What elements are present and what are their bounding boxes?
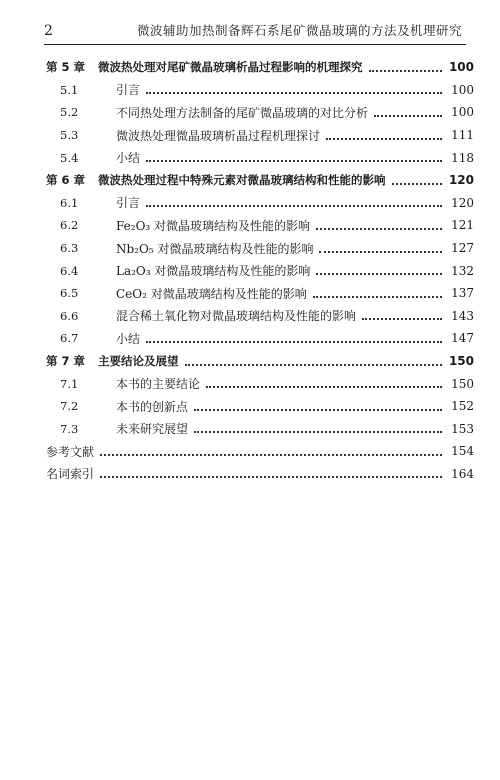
toc-entry-title: 微波热处理对尾矿微晶玻璃析晶过程影响的机理探究 [98, 60, 363, 75]
dot-leader [146, 159, 442, 162]
toc-entry-page: 127 [451, 241, 474, 256]
toc-entry-section[interactable] [44, 305, 474, 328]
toc-entry-number: 6.6 [60, 308, 79, 323]
toc-entry-page: 100 [451, 82, 474, 97]
toc-entry-title: Nb₂O₅ 对微晶玻璃结构及性能的影响 [116, 241, 314, 256]
toc-entry-number: 5.3 [60, 128, 79, 143]
toc-entry-title: 不同热处理方法制备的尾矿微晶玻璃的对比分析 [116, 105, 369, 120]
dot-leader [316, 227, 442, 230]
toc-entry-chapter[interactable] [44, 169, 474, 192]
toc-entry-page: 164 [451, 466, 474, 481]
toc-entry-page: 118 [451, 150, 474, 165]
toc-entry-title: 未来研究展望 [116, 422, 189, 437]
toc-entry-section[interactable] [44, 237, 474, 260]
running-header [44, 22, 466, 45]
running-title: 微波辅助加热制备辉石系尾矿微晶玻璃的方法及机理研究 [136, 23, 462, 38]
toc-entry-title: CeO₂ 对微晶玻璃结构及性能的影响 [116, 286, 307, 301]
toc-entry-page: 120 [451, 195, 474, 210]
toc-entry-section[interactable] [44, 214, 474, 237]
toc-entry-back-matter[interactable] [44, 463, 474, 486]
toc-entry-title: La₂O₃ 对微晶玻璃结构及性能的影响 [116, 264, 311, 279]
toc-entry-page: 100 [451, 105, 474, 120]
toc-entry-title: 本书的主要结论 [116, 377, 201, 392]
toc-entry-page: 137 [451, 286, 474, 301]
toc-entry-page: 132 [451, 263, 474, 278]
toc-entry-section[interactable] [44, 101, 474, 124]
toc-entry-number: 5.1 [60, 82, 79, 97]
toc-entry-chapter[interactable] [44, 56, 474, 79]
toc-entry-title: Fe₂O₃ 对微晶玻璃结构及性能的影响 [116, 218, 311, 233]
dot-leader [100, 453, 442, 456]
dot-leader [316, 272, 442, 275]
table-of-contents [44, 56, 474, 485]
toc-entry-page: 150 [451, 376, 474, 391]
toc-entry-number: 6.2 [60, 218, 79, 233]
toc-entry-title: 微波热处理微晶玻璃析晶过程机理探讨 [116, 128, 321, 143]
toc-entry-page: 150 [448, 354, 474, 369]
toc-entry-number: 第 6 章 [46, 173, 86, 188]
toc-entry-section[interactable] [44, 395, 474, 418]
toc-entry-title: 引言 [116, 83, 141, 98]
dot-leader [313, 295, 442, 298]
dot-leader [146, 204, 442, 207]
toc-entry-page: 153 [451, 421, 474, 436]
dot-leader [369, 69, 443, 72]
toc-entry-section[interactable] [44, 79, 474, 102]
toc-entry-back-matter[interactable] [44, 440, 474, 463]
toc-entry-title: 小结 [116, 331, 141, 346]
toc-entry-number: 第 7 章 [46, 354, 86, 369]
toc-entry-number: 7.1 [60, 376, 79, 391]
toc-entry-page: 100 [448, 60, 474, 75]
toc-entry-section[interactable] [44, 372, 474, 395]
toc-entry-title: 参考文献 [46, 444, 95, 459]
toc-entry-section[interactable] [44, 192, 474, 215]
dot-leader [326, 137, 442, 140]
toc-entry-title: 微波热处理过程中特殊元素对微晶玻璃结构和性能的影响 [98, 173, 386, 188]
toc-entry-number: 6.7 [60, 331, 79, 346]
toc-entry-page: 154 [451, 444, 474, 459]
toc-entry-title: 混合稀土氧化物对微晶玻璃结构及性能的影响 [116, 309, 357, 324]
toc-entry-title: 小结 [116, 151, 141, 166]
toc-entry-title: 本书的创新点 [116, 399, 189, 414]
page-number: 2 [44, 23, 53, 39]
toc-entry-page: 121 [451, 218, 474, 233]
toc-entry-title: 引言 [116, 196, 141, 211]
toc-entry-number: 7.2 [60, 399, 79, 414]
toc-entry-number: 6.1 [60, 195, 79, 210]
dot-leader [374, 114, 442, 117]
toc-entry-title: 名词索引 [46, 467, 95, 482]
dot-leader [392, 182, 443, 185]
dot-leader [194, 408, 442, 411]
dot-leader [319, 250, 442, 253]
dot-leader [100, 475, 442, 478]
toc-entry-number: 6.3 [60, 241, 79, 256]
toc-entry-section[interactable] [44, 259, 474, 282]
dot-leader [185, 363, 443, 366]
dot-leader [206, 385, 442, 388]
toc-entry-section[interactable] [44, 418, 474, 441]
toc-entry-title: 主要结论及展望 [98, 354, 179, 369]
toc-entry-page: 120 [448, 173, 474, 188]
toc-entry-page: 152 [451, 399, 474, 414]
toc-entry-page: 147 [451, 331, 474, 346]
toc-entry-section[interactable] [44, 146, 474, 169]
dot-leader [146, 91, 442, 94]
toc-entry-section[interactable] [44, 282, 474, 305]
toc-entry-number: 6.4 [60, 263, 79, 278]
toc-entry-number: 6.5 [60, 286, 79, 301]
toc-entry-page: 143 [451, 308, 474, 323]
toc-entry-section[interactable] [44, 124, 474, 147]
toc-entry-number: 7.3 [60, 421, 79, 436]
dot-leader [362, 317, 442, 320]
toc-entry-number: 第 5 章 [46, 60, 86, 75]
toc-entry-chapter[interactable] [44, 350, 474, 373]
dot-leader [146, 340, 442, 343]
dot-leader [194, 430, 442, 433]
toc-entry-number: 5.2 [60, 105, 79, 120]
toc-entry-number: 5.4 [60, 150, 79, 165]
toc-entry-section[interactable] [44, 327, 474, 350]
toc-entry-page: 111 [451, 128, 474, 143]
